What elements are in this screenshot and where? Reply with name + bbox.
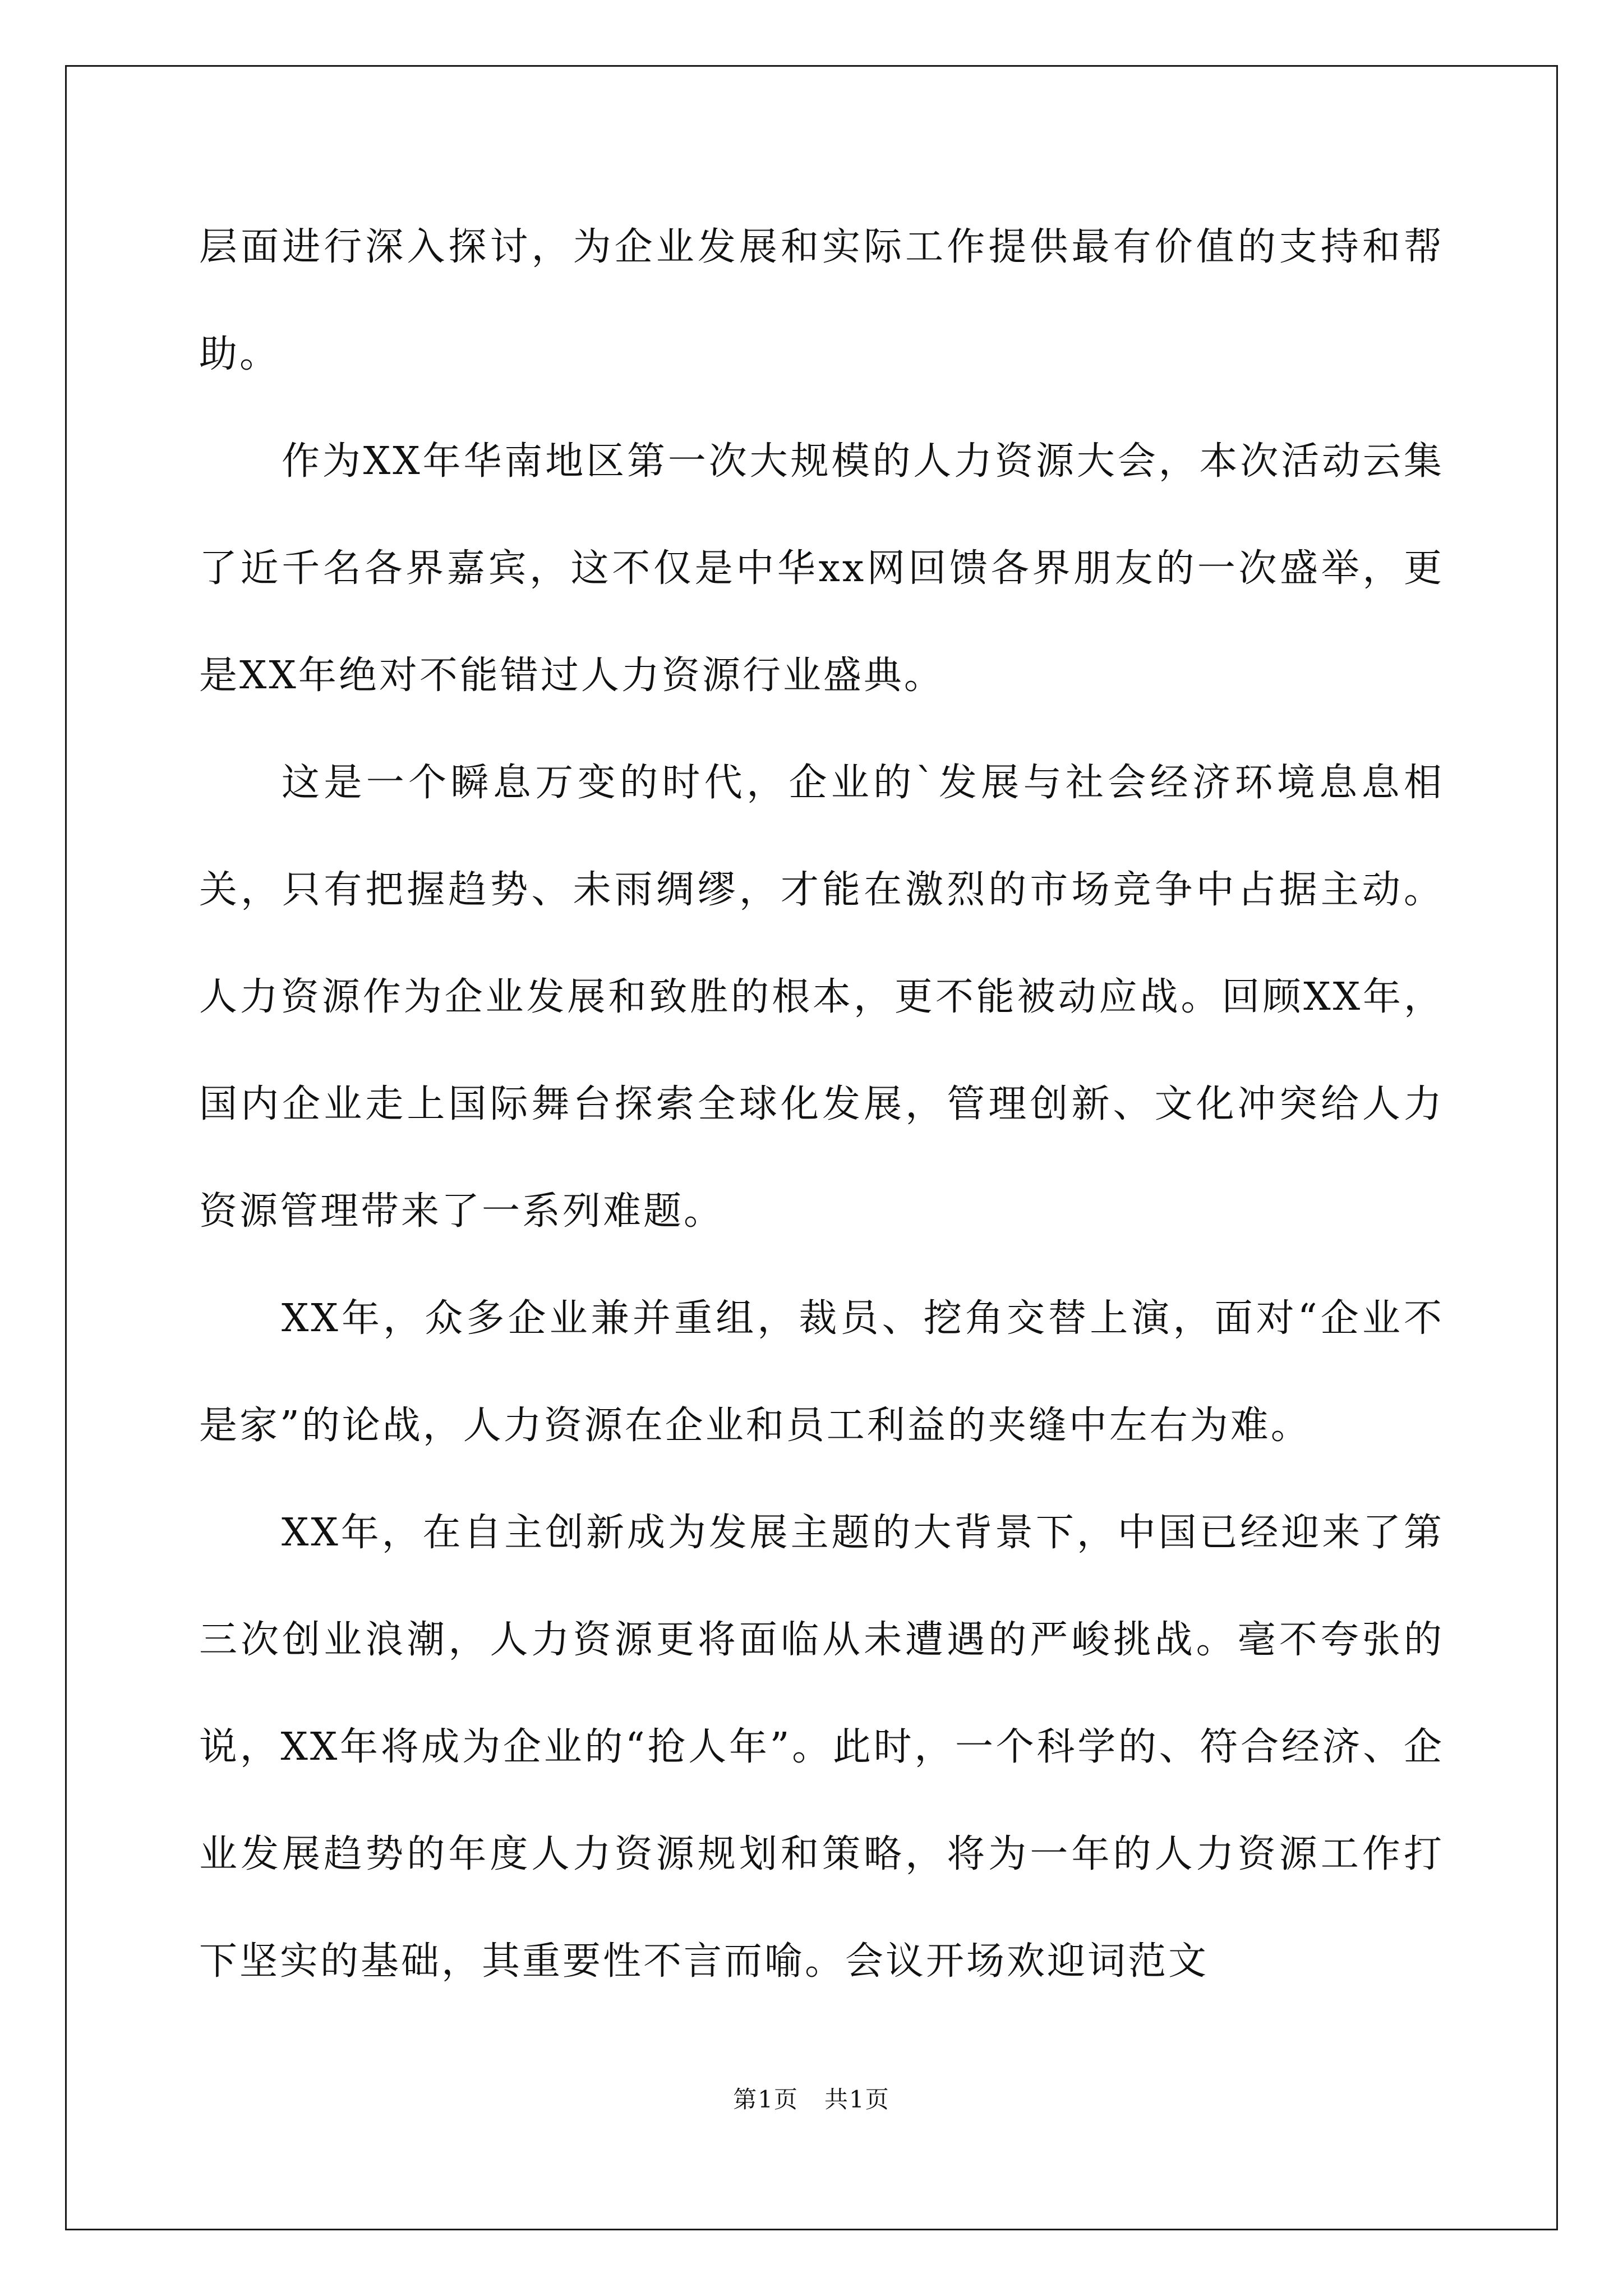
paragraph-2: 作为XX年华南地区第一次大规模的人力资源大会，本次活动云集了近千名各界嘉宾，这不仅是中华xx网回馈各界朋友的一次盛举，更是XX年绝对不能错过人力资源行业盛典。 xyxy=(199,439,1444,698)
paragraph-1: 层面进行深入探讨，为企业发展和实际工作提供最有价值的支持和帮助。 xyxy=(199,225,1444,376)
page-number-total: 共1页 xyxy=(824,2086,890,2113)
document-body xyxy=(199,194,1444,2015)
paragraph-5: XX年，在自主创新成为发展主题的大背景下，中国已经迎来了第三次创业浪潮，人力资源更将面临从未遭遇的严峻挑战。毫不夸张的说，XX年将成为企业的“抢人年”。此时，一个科学的、符合经济、企业发展趋势的年度人力资源规划和策略，将为一年的人力资源工作打下坚实的基础，其重要性不言而喻。会议开场欢迎词范文 xyxy=(199,1511,1444,1984)
page-number-current: 第1页 xyxy=(733,2086,799,2113)
paragraph-4: XX年，众多企业兼并重组，裁员、挖角交替上演，面对“企业不是家”的论战，人力资源在企业和员工利益的夹缝中左右为难。 xyxy=(199,1296,1444,1448)
paragraph-3: 这是一个瞬息万变的时代，企业的`发展与社会经济环境息息相关，只有把握趋势、未雨绸缪，才能在激烈的市场竞争中占据主动。人力资源作为企业发展和致胜的根本，更不能被动应战。回顾XX年，国内企业走上国际舞台探索全球化发展，管理创新、文化冲突给人力资源管理带来了一系列难题。 xyxy=(199,761,1444,1234)
page-footer xyxy=(0,2081,1623,2115)
